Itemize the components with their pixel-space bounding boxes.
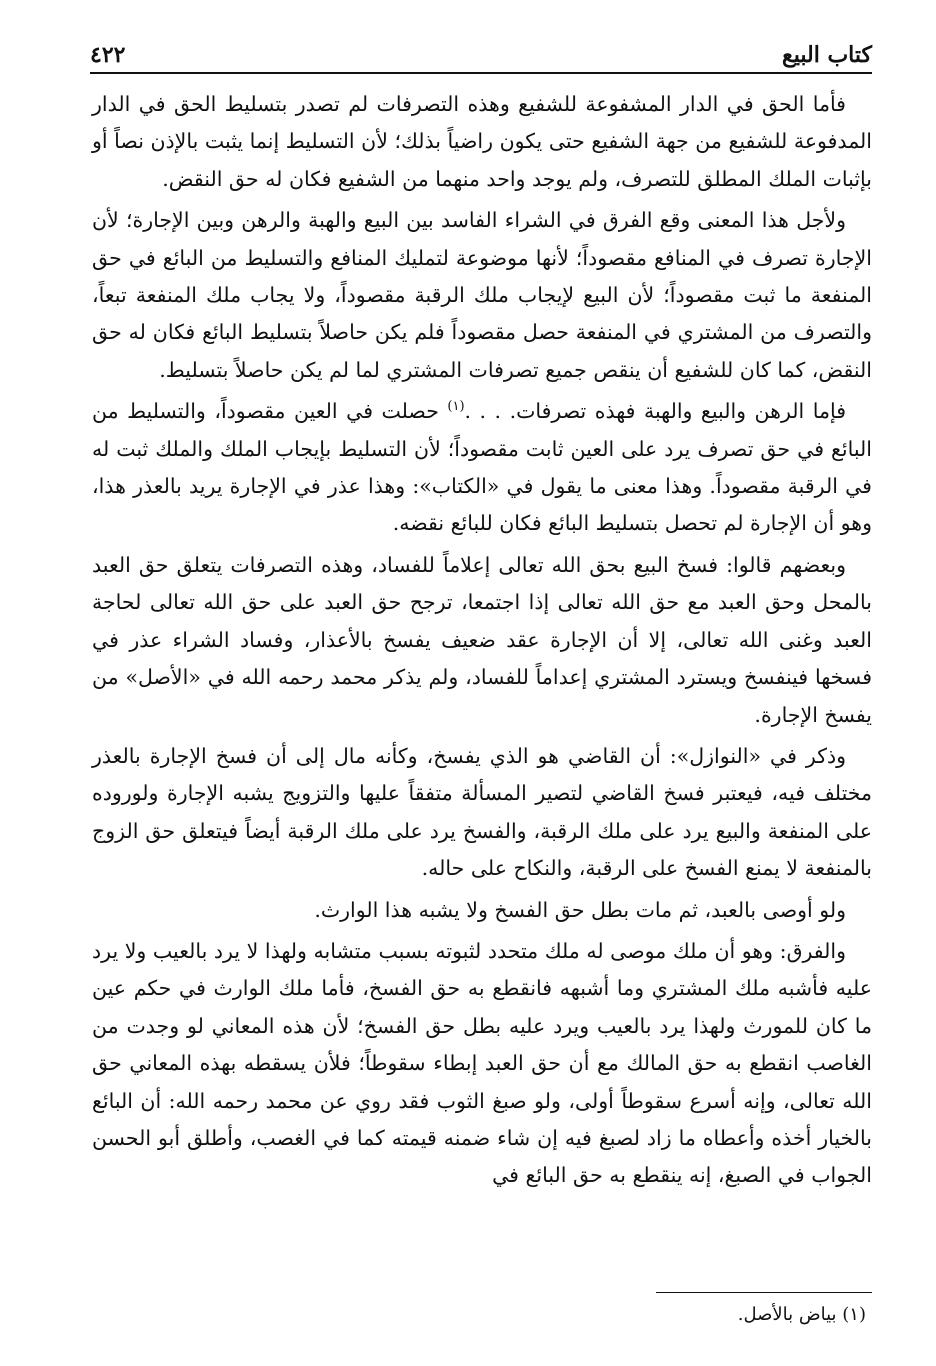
running-title: كتاب البيع — [782, 42, 872, 68]
footnote-divider — [656, 1292, 872, 1293]
footnote-reference: (١) — [447, 399, 465, 415]
paragraph: فأما الحق في الدار المشفوعة للشفيع وهذه التصرفات لم تصدر بتسليط الحق في الدار المدفوعة للشفيع من جهة الشفيع حتى يكون راضياً بذلك؛ لأن التسليط إنما يثبت بالإذن نصاً أو بإثبات الملك المطلق للتصرف، ولم يوجد واحد منهما من الشفيع فكان له حق النقض. — [92, 92, 872, 191]
paragraph-text: حصلت في العين مقصوداً، والتسليط من البائع في حق تصرف يرد على العين ثابت مقصوداً؛ لأن التسليط بإيجاب الملك والملك ثبت له في الرقبة مقصوداً. وهذا معنى ما يقول في «الكتاب»: وهذا عذر في الإجارة يريد بالعذر هذا، وهو أن الإجارة لم تحصل بتسليط البائع فكان للبائع نقضه. — [92, 399, 872, 536]
paragraph: ولو أوصى بالعبد، ثم مات بطل حق الفسخ ولا يشبه هذا الوارث. — [314, 897, 846, 922]
page-body — [92, 86, 872, 1195]
page-number: ٤٢٢ — [90, 42, 126, 68]
paragraph: وبعضهم قالوا: فسخ البيع بحق الله تعالى إعلاماً للفساد، وهذه التصرفات يتعلق حق العبد بالمحل وحق العبد مع حق الله تعالى إذا اجتمعا، ترجح حق العبد على حق الله تعالى لحاجة العبد وغنى الله تعالى، إلا أن الإجارة عقد ضعيف يفسخ بالأعذار، وفساد الشراء عذر في فسخها فينفسخ ويسترد المشتري إعداماً للفساد، ولم يذكر محمد رحمه الله في «الأصل» من يفسخ الإجارة. — [92, 552, 872, 727]
footnote-text: بياض بالأصل. — [737, 1304, 837, 1325]
paragraph: وذكر في «النوازل»: أن القاضي هو الذي يفسخ، وكأنه مال إلى أن فسخ الإجارة بالعذر مختلف فيه، فيعتبر فسخ القاضي لتصير المسألة متفقاً عليها والتزويج يشبه الإجارة ولوروده على المنفعة والبيع يرد على ملك الرقبة، والفسخ يرد على ملك الرقبة أيضاً فيتعلق حق الزوج بالمنفعة لا يمنع الفسخ على الرقبة، والنكاح على حاله. — [92, 743, 872, 881]
paragraph-with-footnote — [92, 393, 872, 543]
paragraph: والفرق: وهو أن ملك موصى له ملك متحدد لثبوته بسبب متشابه ولهذا لا يرد بالعيب ولا يرد عليه فأشبه ملك المشتري وما أشبهه فانقطع به حق الفسخ، فأما ملك الوارث في حكم عين ما كان للمورث ولهذا يرد بالعيب ويرد عليه بطل حق الفسخ؛ لأن هذه المعاني لو وجدت من الغاصب انقطع به حق المالك مع أن حق العبد إبطاء سقوطاً؛ فلأن يسقطه بهذه المعاني حق الله تعالى، وإنه أسرع سقوطاً أولى، ولو صبغ الثوب فقد روي عن محمد رحمه الله: أن البائع بالخيار أخذه وأعطاه ما زاد لصبغ فيه إن شاء ضمنه قيمته كما في الغصب، وأطلق أبو الحسن الجواب في الصبغ، إنه ينقطع به حق البائع في — [92, 938, 872, 1188]
page-header — [90, 28, 872, 74]
footnote — [738, 1302, 866, 1328]
paragraph: ولأجل هذا المعنى وقع الفرق في الشراء الفاسد بين البيع والهبة والرهن وبين الإجارة؛ لأن الإجارة تصرف في المنافع مقصوداً؛ لأنها موضوعة لتمليك المنافع والتسليط من البائع في حق المنفعة ما ثبت مقصوداً؛ لأن البيع لإيجاب ملك الرقبة مقصوداً، ولا يجاب ملك المنفعة تبعاً، والتصرف من المشتري في المنفعة حصل مقصوداً فلم يكن حاصلاً بتسليط البائع فكان له حق النقض، كما كان للشفيع أن ينقص جميع تصرفات المشتري لما لم يكن حاصلاً بتسليط. — [92, 208, 872, 382]
footnote-number: (١) — [842, 1304, 866, 1325]
paragraph-text: فإما الرهن والبيع والهبة فهذه تصرفات. . . . — [464, 399, 846, 424]
